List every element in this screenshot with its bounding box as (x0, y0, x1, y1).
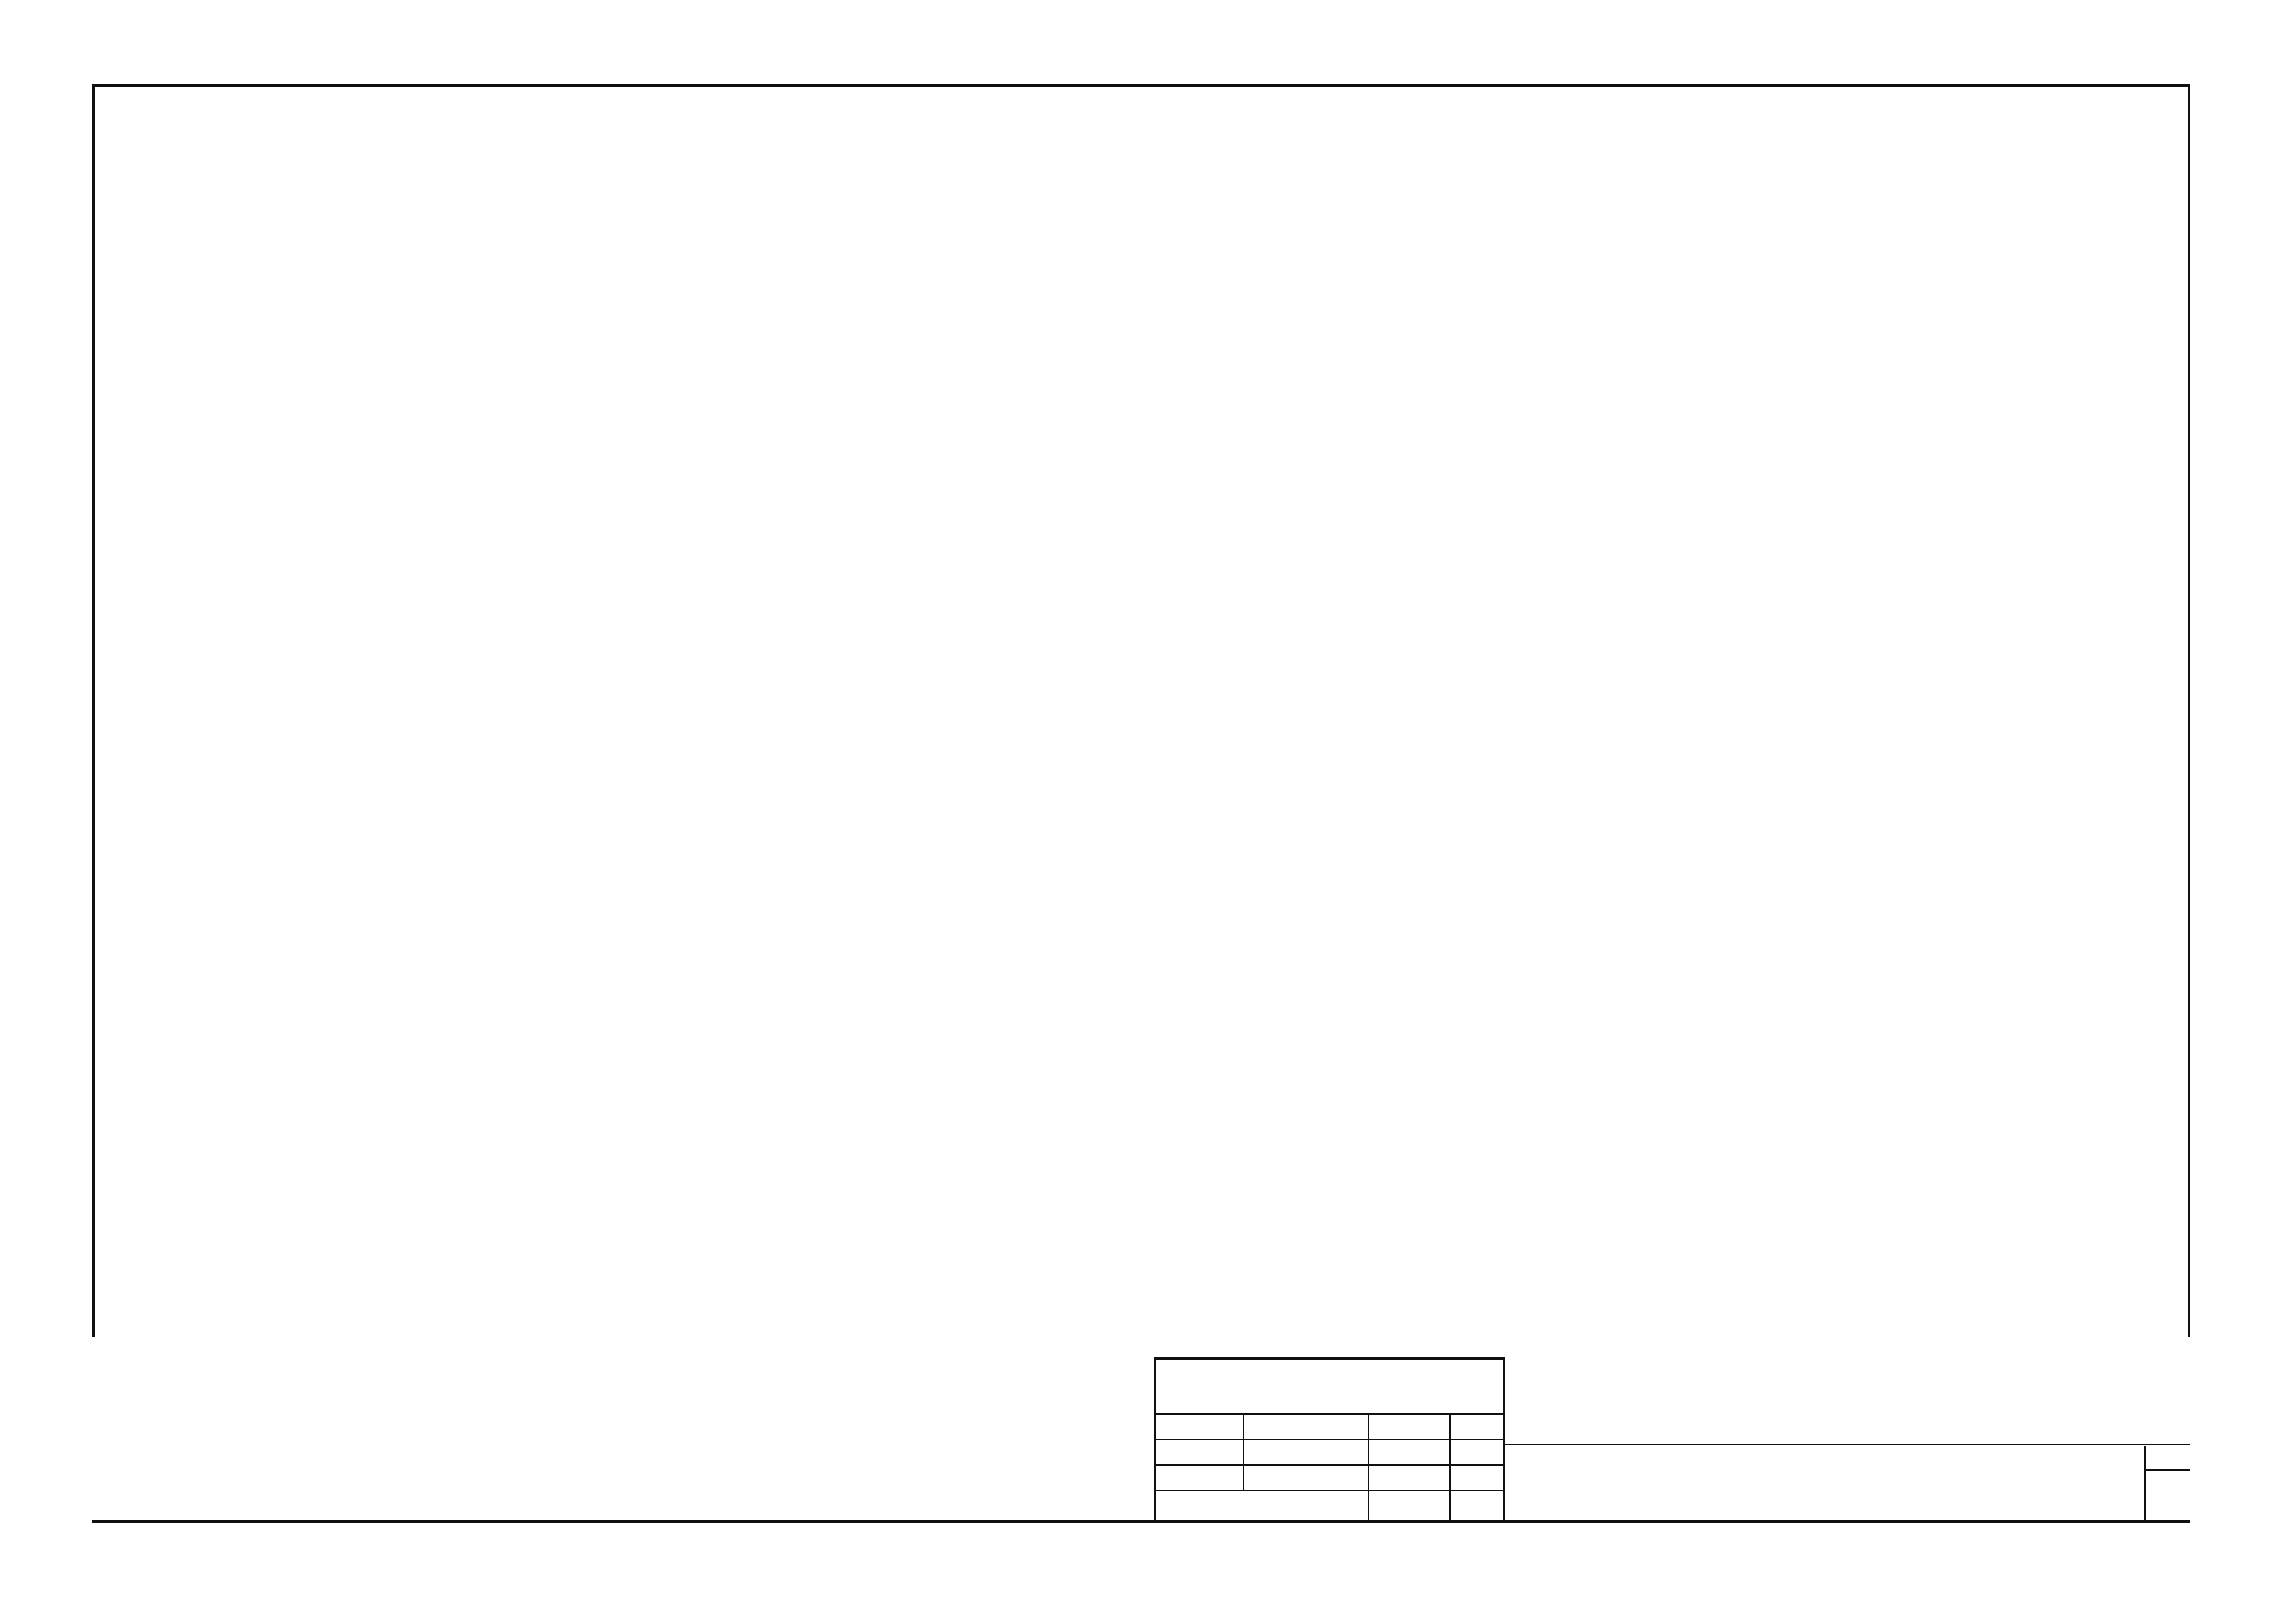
header-unit-group (1284, 87, 1441, 151)
col-number (1363, 272, 1441, 316)
col-number (1818, 272, 1948, 316)
header-plant-code (1444, 102, 1627, 255)
header-quantity (1951, 102, 2053, 265)
col-number (1444, 272, 1627, 316)
header-unit-name (1284, 155, 1360, 270)
header-unit-code (1363, 155, 1441, 270)
spec-table (92, 84, 2190, 1337)
col-number (1630, 272, 1816, 316)
col-number (1284, 272, 1360, 316)
col-number (2055, 272, 2188, 316)
header-name-line1 (201, 122, 1095, 158)
col-number (95, 272, 199, 316)
col-number (1100, 272, 1281, 316)
header-type-mark (1100, 99, 1281, 267)
header-mass (2055, 92, 2188, 255)
header-position (95, 87, 199, 270)
col-number (1951, 272, 2053, 316)
header-price (1818, 102, 1948, 265)
header-name-line2 (201, 176, 1095, 211)
col-number (201, 272, 1098, 316)
header-material-code (1630, 102, 1816, 255)
